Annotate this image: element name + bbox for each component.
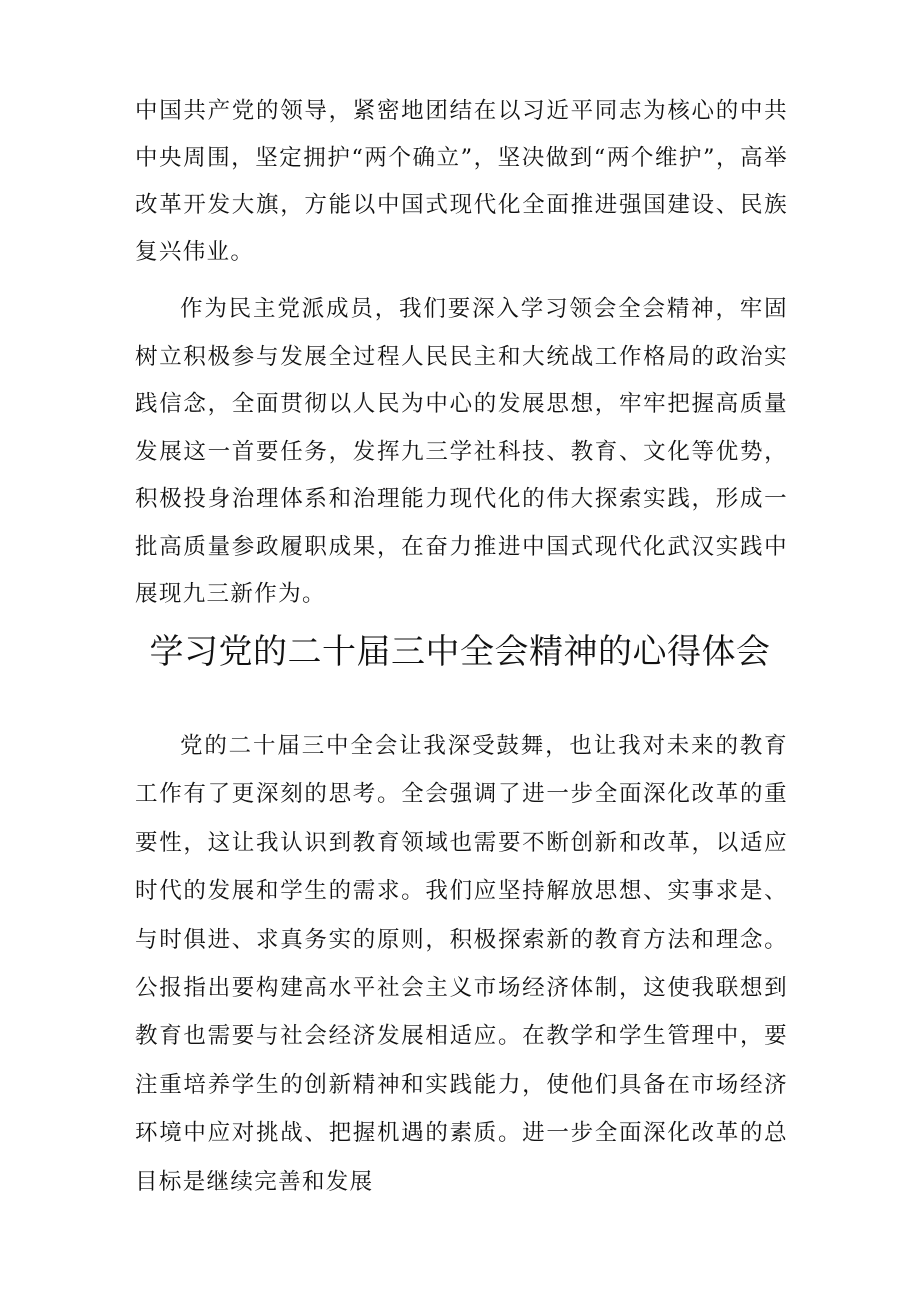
continued-paragraph: 中国共产党的领导，紧密地团结在以习近平同志为核心的中共中央周围，坚定拥护“两个确立”，坚决做到“两个维护”，高举改革开发大旗，方能以中国式现代化全面推进强国建设、民族复兴伟业。 <box>135 98 788 265</box>
body-paragraph-2: 党的二十届三中全会让我深受鼓舞，也让我对未来的教育工作有了更深刻的思考。全会强调了进一步全面深化改革的重要性，这让我认识到教育领域也需要不断创新和改革，以适应时代的发展和学生的需求。我们应坚持解放思想、实事求是、与时俱进、求真务实的原则，积极探索新的教育方法和理念。公报指出要构建高水平社会主义市场经济体制，这使我联想到教育也需要与社会经济发展相适应。在教学和学生管理中，要注重培养学生的创新精神和实践能力，使他们具备在市场经济环境中应对挑战、把握机遇的素质。进一步全面深化改革的总目标是继续完善和发展 <box>135 733 788 1195</box>
body-paragraph-1: 作为民主党派成员，我们要深入学习领会全会精神，牢固树立积极参与发展全过程人民民主和大统战工作格局的政治实践信念，全面贯彻以人民为中心的发展思想，牢牢把握高质量发展这一首要任务，发挥九三学社科技、教育、文化等优势，积极投身治理体系和治理能力现代化的伟大探索实践，形成一批高质量参政履职成果，在奋力推进中国式现代化武汉实践中展现九三新作为。 <box>135 296 788 607</box>
article-title: 学习党的二十届三中全会精神的心得体会 <box>149 632 771 672</box>
previous-article-section <box>135 88 788 619</box>
article-body-section <box>135 722 788 1206</box>
